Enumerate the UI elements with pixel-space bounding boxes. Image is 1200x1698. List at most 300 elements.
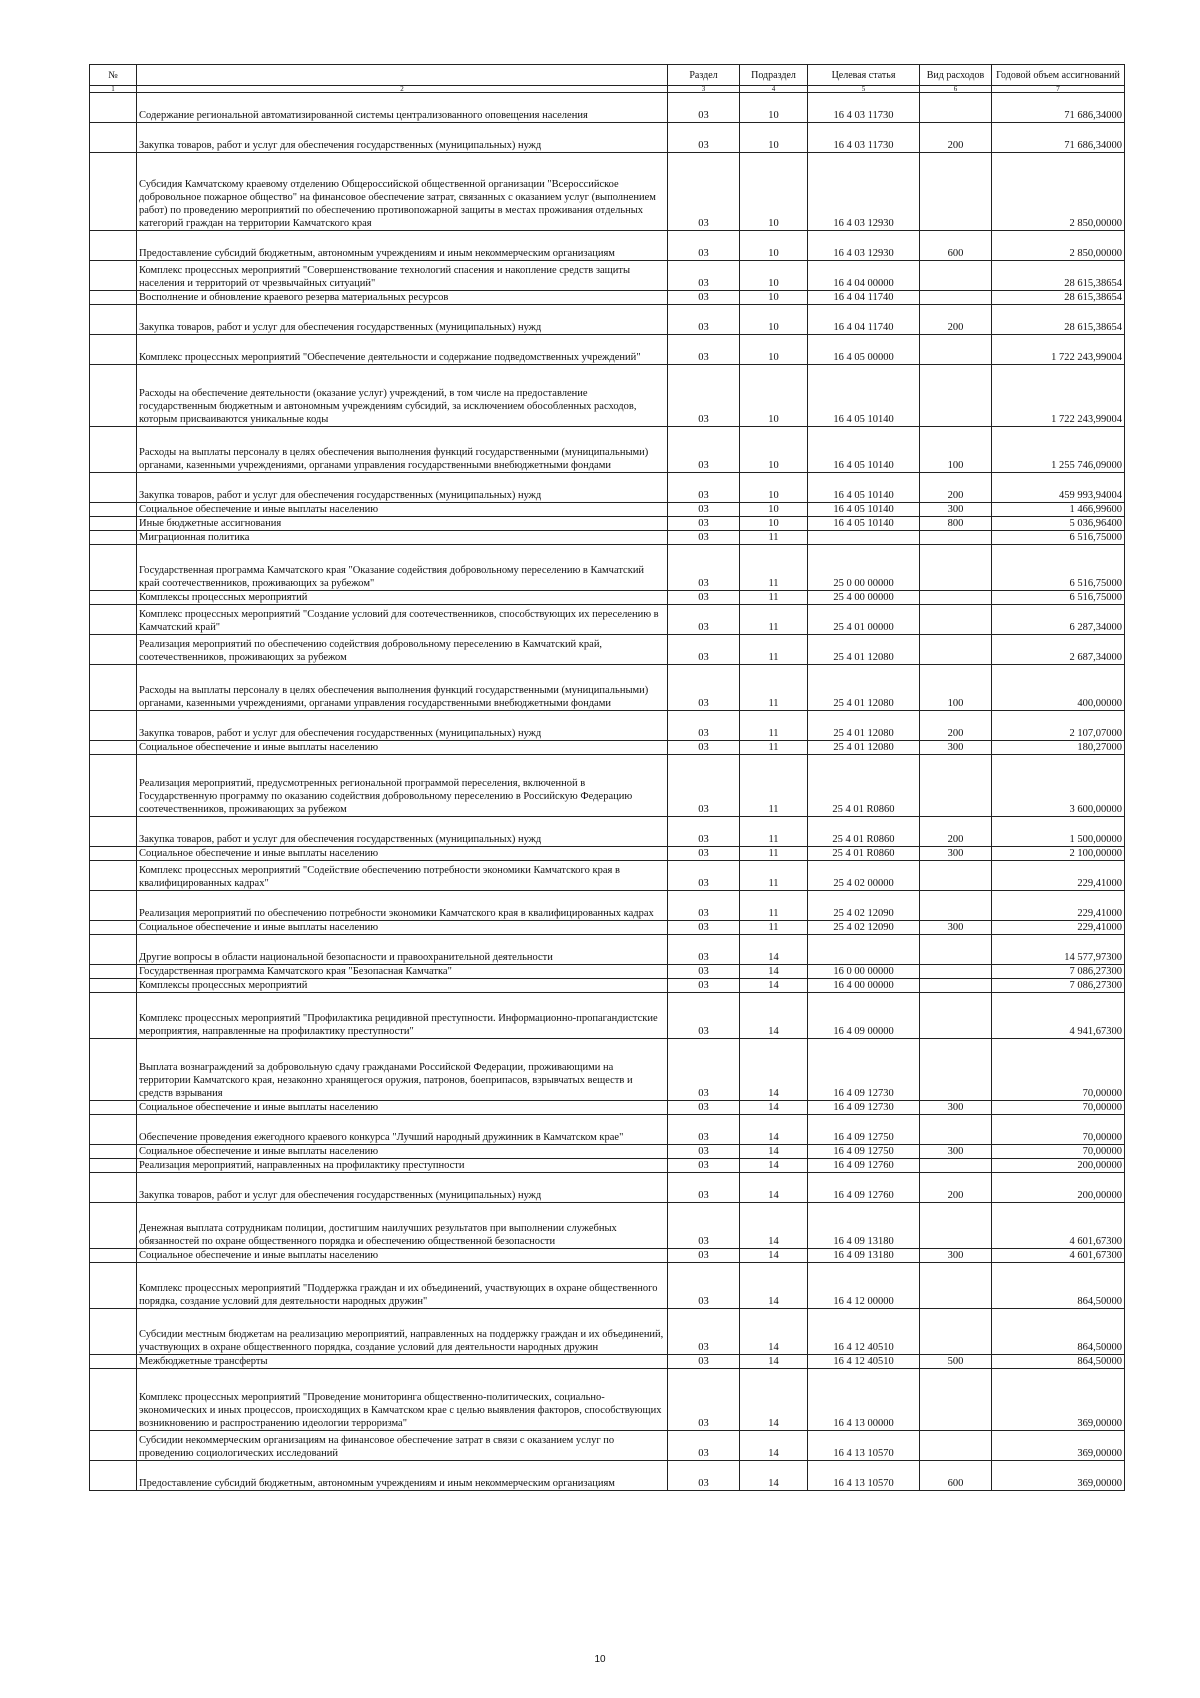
table-row xyxy=(90,665,1125,711)
row-amount-cell: 6 516,75000 xyxy=(992,591,1125,605)
table-row xyxy=(90,861,1125,891)
row-podrazdel-cell: 11 xyxy=(740,741,808,755)
row-razdel-cell: 03 xyxy=(668,305,740,335)
row-podrazdel-cell: 10 xyxy=(740,261,808,291)
row-podrazdel-cell: 14 xyxy=(740,979,808,993)
row-target-article-cell: 16 4 09 00000 xyxy=(808,993,920,1039)
table-row xyxy=(90,591,1125,605)
row-target-article-cell: 16 4 05 10140 xyxy=(808,503,920,517)
table-row xyxy=(90,123,1125,153)
table-row xyxy=(90,965,1125,979)
row-expense-type-cell xyxy=(920,1115,992,1145)
row-expense-type-cell xyxy=(920,591,992,605)
table-row xyxy=(90,305,1125,335)
row-target-article-cell: 25 4 01 R0860 xyxy=(808,817,920,847)
row-target-article-cell: 25 4 02 12090 xyxy=(808,891,920,921)
row-podrazdel-cell: 10 xyxy=(740,93,808,123)
row-amount-cell: 4 941,67300 xyxy=(992,993,1125,1039)
row-target-article-cell: 16 4 05 10140 xyxy=(808,517,920,531)
row-target-article-cell: 25 4 01 12080 xyxy=(808,665,920,711)
table-row xyxy=(90,993,1125,1039)
table-row xyxy=(90,1461,1125,1491)
table-row xyxy=(90,1355,1125,1369)
row-amount-cell: 14 577,97300 xyxy=(992,935,1125,965)
row-expense-type-cell: 600 xyxy=(920,1461,992,1491)
row-target-article-cell: 16 4 03 12930 xyxy=(808,153,920,231)
col-index-2: 2 xyxy=(137,86,668,93)
row-expense-type-cell xyxy=(920,755,992,817)
row-expense-type-cell xyxy=(920,545,992,591)
row-amount-cell: 7 086,27300 xyxy=(992,979,1125,993)
row-target-article-cell: 16 4 09 12760 xyxy=(808,1173,920,1203)
row-expense-type-cell: 500 xyxy=(920,1355,992,1369)
row-amount-cell: 369,00000 xyxy=(992,1369,1125,1431)
row-razdel-cell: 03 xyxy=(668,545,740,591)
row-number-cell xyxy=(90,517,137,531)
table-row xyxy=(90,817,1125,847)
row-name-cell: Содержание региональной автоматизированной системы централизованного оповещения населения xyxy=(137,93,668,123)
table-row xyxy=(90,1115,1125,1145)
row-expense-type-cell: 300 xyxy=(920,1145,992,1159)
row-amount-cell: 2 100,00000 xyxy=(992,847,1125,861)
table-body xyxy=(90,93,1125,1491)
row-name-cell: Комплекс процессных мероприятий "Профилактика рецидивной преступности. Информационно-пропагандистские мероприятия, направленные на профилактику преступности" xyxy=(137,993,668,1039)
row-target-article-cell: 16 4 03 11730 xyxy=(808,93,920,123)
row-expense-type-cell: 300 xyxy=(920,503,992,517)
row-razdel-cell: 03 xyxy=(668,335,740,365)
row-expense-type-cell xyxy=(920,993,992,1039)
col-index-5: 5 xyxy=(808,86,920,93)
row-amount-cell: 459 993,94004 xyxy=(992,473,1125,503)
row-podrazdel-cell: 11 xyxy=(740,711,808,741)
row-number-cell xyxy=(90,335,137,365)
row-razdel-cell: 03 xyxy=(668,473,740,503)
table-row xyxy=(90,231,1125,261)
col-index-1: 1 xyxy=(90,86,137,93)
row-amount-cell: 70,00000 xyxy=(992,1145,1125,1159)
row-number-cell xyxy=(90,1203,137,1249)
table-row xyxy=(90,1145,1125,1159)
table-row xyxy=(90,1159,1125,1173)
row-expense-type-cell xyxy=(920,635,992,665)
row-expense-type-cell xyxy=(920,335,992,365)
row-number-cell xyxy=(90,591,137,605)
row-podrazdel-cell: 14 xyxy=(740,1115,808,1145)
row-podrazdel-cell: 10 xyxy=(740,291,808,305)
row-razdel-cell: 03 xyxy=(668,531,740,545)
row-number-cell xyxy=(90,665,137,711)
row-target-article-cell: 16 4 04 11740 xyxy=(808,305,920,335)
row-podrazdel-cell: 10 xyxy=(740,503,808,517)
table-row xyxy=(90,711,1125,741)
row-amount-cell: 6 516,75000 xyxy=(992,545,1125,591)
row-name-cell: Комплекс процессных мероприятий "Проведение мониторинга общественно-политических, социально-экономических и иных процессов, происходящих в Камчатском крае с целью выявления факторов, способствующих возникновению и распространению идеологии терроризма" xyxy=(137,1369,668,1431)
row-target-article-cell: 16 4 00 00000 xyxy=(808,979,920,993)
row-amount-cell: 28 615,38654 xyxy=(992,261,1125,291)
row-podrazdel-cell: 14 xyxy=(740,1159,808,1173)
row-podrazdel-cell: 11 xyxy=(740,921,808,935)
row-number-cell xyxy=(90,93,137,123)
row-name-cell: Субсидии некоммерческим организациям на финансовое обеспечение затрат в связи с оказанием услуг по проведению социологических исследований xyxy=(137,1431,668,1461)
row-target-article-cell: 25 4 02 00000 xyxy=(808,861,920,891)
row-expense-type-cell: 300 xyxy=(920,741,992,755)
row-podrazdel-cell: 10 xyxy=(740,473,808,503)
table-row xyxy=(90,517,1125,531)
row-podrazdel-cell: 11 xyxy=(740,605,808,635)
row-podrazdel-cell: 14 xyxy=(740,1203,808,1249)
row-podrazdel-cell: 11 xyxy=(740,755,808,817)
col-expense-type-header: Вид расходов xyxy=(920,65,992,86)
row-razdel-cell: 03 xyxy=(668,591,740,605)
row-target-article-cell xyxy=(808,531,920,545)
col-podrazdel-header: Подраздел xyxy=(740,65,808,86)
budget-table-page xyxy=(89,64,1124,1491)
row-expense-type-cell xyxy=(920,1159,992,1173)
row-razdel-cell: 03 xyxy=(668,365,740,427)
row-amount-cell: 864,50000 xyxy=(992,1355,1125,1369)
row-podrazdel-cell: 11 xyxy=(740,635,808,665)
row-razdel-cell: 03 xyxy=(668,1145,740,1159)
row-razdel-cell: 03 xyxy=(668,1263,740,1309)
col-target-article-header: Целевая статья xyxy=(808,65,920,86)
row-amount-cell: 70,00000 xyxy=(992,1039,1125,1101)
table-row xyxy=(90,261,1125,291)
col-amount-header: Годовой объем ассигнований xyxy=(992,65,1125,86)
row-name-cell: Субсидия Камчатскому краевому отделению Общероссийской общественной организации "Всероссийское добровольное пожарное общество" на финансовое обеспечение затрат, связанных с оказанием услуг (выполнением работ) по проведению мероприятий по обеспечению противопожарной защиты в местах проживания отдельных категорий граждан на территории Камчатского края xyxy=(137,153,668,231)
row-podrazdel-cell: 14 xyxy=(740,1039,808,1101)
row-amount-cell: 864,50000 xyxy=(992,1263,1125,1309)
row-target-article-cell: 16 4 12 00000 xyxy=(808,1263,920,1309)
row-target-article-cell: 16 4 09 13180 xyxy=(808,1203,920,1249)
row-name-cell: Комплекс процессных мероприятий "Создание условий для соотечественников, способствующих их переселению в Камчатский край" xyxy=(137,605,668,635)
table-row xyxy=(90,473,1125,503)
row-podrazdel-cell: 14 xyxy=(740,993,808,1039)
row-razdel-cell: 03 xyxy=(668,979,740,993)
row-target-article-cell: 16 4 09 12750 xyxy=(808,1145,920,1159)
row-name-cell: Субсидии местным бюджетам на реализацию мероприятий, направленных на поддержку граждан и их объединений, участвующих в охране общественного порядка, создание условий для деятельности народных дружин xyxy=(137,1309,668,1355)
row-target-article-cell: 25 4 01 12080 xyxy=(808,711,920,741)
row-amount-cell: 3 600,00000 xyxy=(992,755,1125,817)
row-razdel-cell: 03 xyxy=(668,1369,740,1431)
row-expense-type-cell xyxy=(920,531,992,545)
row-expense-type-cell xyxy=(920,861,992,891)
table-row xyxy=(90,635,1125,665)
row-podrazdel-cell: 10 xyxy=(740,335,808,365)
row-podrazdel-cell: 11 xyxy=(740,665,808,711)
table-row xyxy=(90,1039,1125,1101)
row-expense-type-cell: 200 xyxy=(920,817,992,847)
row-name-cell: Денежная выплата сотрудникам полиции, достигшим наилучших результатов при выполнении служебных обязанностей по охране общественного порядка и обеспечению общественной безопасности xyxy=(137,1203,668,1249)
row-name-cell: Выплата вознаграждений за добровольную сдачу гражданами Российской Федерации, проживающими на территории Камчатского края, незаконно хранящегося оружия, патронов, боеприпасов, взрывчатых веществ и средств взрывания xyxy=(137,1039,668,1101)
row-expense-type-cell xyxy=(920,1039,992,1101)
row-expense-type-cell: 800 xyxy=(920,517,992,531)
row-number-cell xyxy=(90,1145,137,1159)
table-row xyxy=(90,1173,1125,1203)
row-number-cell xyxy=(90,261,137,291)
row-podrazdel-cell: 11 xyxy=(740,891,808,921)
row-amount-cell: 5 036,96400 xyxy=(992,517,1125,531)
row-amount-cell: 6 287,34000 xyxy=(992,605,1125,635)
row-name-cell: Комплексы процессных мероприятий xyxy=(137,979,668,993)
row-name-cell: Расходы на обеспечение деятельности (оказание услуг) учреждений, в том числе на предоставление государственным бюджетным и автономным учреждениям субсидий, за исключением обособленных расходов, которым присваиваются уникальные коды xyxy=(137,365,668,427)
row-razdel-cell: 03 xyxy=(668,427,740,473)
row-razdel-cell: 03 xyxy=(668,1115,740,1145)
row-target-article-cell: 25 0 00 00000 xyxy=(808,545,920,591)
row-razdel-cell: 03 xyxy=(668,605,740,635)
row-razdel-cell: 03 xyxy=(668,93,740,123)
row-amount-cell: 6 516,75000 xyxy=(992,531,1125,545)
row-number-cell xyxy=(90,365,137,427)
row-target-article-cell: 16 4 04 00000 xyxy=(808,261,920,291)
row-amount-cell: 1 466,99600 xyxy=(992,503,1125,517)
row-name-cell: Комплекс процессных мероприятий "Содействие обеспечению потребности экономики Камчатского края в квалифицированных кадрах" xyxy=(137,861,668,891)
row-expense-type-cell xyxy=(920,291,992,305)
table-row xyxy=(90,1369,1125,1431)
row-expense-type-cell xyxy=(920,1309,992,1355)
row-number-cell xyxy=(90,1101,137,1115)
table-row xyxy=(90,755,1125,817)
row-amount-cell: 200,00000 xyxy=(992,1159,1125,1173)
row-name-cell: Комплекс процессных мероприятий "Поддержка граждан и их объединений, участвующих в охране общественного порядка, создание условий для деятельности народных дружин" xyxy=(137,1263,668,1309)
row-name-cell: Социальное обеспечение и иные выплаты населению xyxy=(137,1101,668,1115)
row-name-cell: Закупка товаров, работ и услуг для обеспечения государственных (муниципальных) нужд xyxy=(137,1173,668,1203)
table-row xyxy=(90,291,1125,305)
row-razdel-cell: 03 xyxy=(668,1309,740,1355)
row-razdel-cell: 03 xyxy=(668,503,740,517)
row-target-article-cell: 25 4 01 00000 xyxy=(808,605,920,635)
row-name-cell: Миграционная политика xyxy=(137,531,668,545)
row-target-article-cell: 16 4 03 12930 xyxy=(808,231,920,261)
row-podrazdel-cell: 10 xyxy=(740,153,808,231)
row-expense-type-cell xyxy=(920,1203,992,1249)
row-number-cell xyxy=(90,891,137,921)
row-target-article-cell: 16 4 05 10140 xyxy=(808,473,920,503)
row-expense-type-cell xyxy=(920,261,992,291)
row-podrazdel-cell: 11 xyxy=(740,531,808,545)
row-podrazdel-cell: 11 xyxy=(740,817,808,847)
row-razdel-cell: 03 xyxy=(668,261,740,291)
row-razdel-cell: 03 xyxy=(668,741,740,755)
row-amount-cell: 70,00000 xyxy=(992,1101,1125,1115)
row-amount-cell: 1 722 243,99004 xyxy=(992,365,1125,427)
row-podrazdel-cell: 10 xyxy=(740,427,808,473)
row-expense-type-cell xyxy=(920,935,992,965)
row-number-cell xyxy=(90,993,137,1039)
row-number-cell xyxy=(90,847,137,861)
row-razdel-cell: 03 xyxy=(668,1039,740,1101)
row-number-cell xyxy=(90,965,137,979)
row-name-cell: Предоставление субсидий бюджетным, автономным учреждениям и иным некоммерческим организациям xyxy=(137,231,668,261)
row-razdel-cell: 03 xyxy=(668,921,740,935)
row-target-article-cell: 16 4 13 10570 xyxy=(808,1431,920,1461)
table-row xyxy=(90,605,1125,635)
row-number-cell xyxy=(90,1355,137,1369)
table-row xyxy=(90,503,1125,517)
row-name-cell: Закупка товаров, работ и услуг для обеспечения государственных (муниципальных) нужд xyxy=(137,711,668,741)
row-amount-cell: 2 850,00000 xyxy=(992,231,1125,261)
table-row xyxy=(90,365,1125,427)
row-name-cell: Социальное обеспечение и иные выплаты населению xyxy=(137,1249,668,1263)
row-number-cell xyxy=(90,1173,137,1203)
table-row xyxy=(90,1263,1125,1309)
row-amount-cell: 369,00000 xyxy=(992,1461,1125,1491)
row-razdel-cell: 03 xyxy=(668,1461,740,1491)
row-amount-cell: 400,00000 xyxy=(992,665,1125,711)
row-target-article-cell: 25 4 01 R0860 xyxy=(808,847,920,861)
row-target-article-cell: 25 4 01 R0860 xyxy=(808,755,920,817)
row-expense-type-cell xyxy=(920,1369,992,1431)
row-name-cell: Обеспечение проведения ежегодного краевого конкурса "Лучший народный дружинник в Камчатском крае" xyxy=(137,1115,668,1145)
row-target-article-cell: 16 4 13 00000 xyxy=(808,1369,920,1431)
row-razdel-cell: 03 xyxy=(668,861,740,891)
row-razdel-cell: 03 xyxy=(668,993,740,1039)
row-razdel-cell: 03 xyxy=(668,847,740,861)
table-row xyxy=(90,847,1125,861)
row-amount-cell: 70,00000 xyxy=(992,1115,1125,1145)
table-row xyxy=(90,153,1125,231)
row-amount-cell: 229,41000 xyxy=(992,861,1125,891)
row-target-article-cell: 16 4 12 40510 xyxy=(808,1355,920,1369)
table-row xyxy=(90,1431,1125,1461)
row-expense-type-cell: 300 xyxy=(920,847,992,861)
row-target-article-cell: 25 4 02 12090 xyxy=(808,921,920,935)
row-target-article-cell: 16 4 09 12730 xyxy=(808,1039,920,1101)
row-name-cell: Социальное обеспечение и иные выплаты населению xyxy=(137,741,668,755)
row-podrazdel-cell: 10 xyxy=(740,305,808,335)
col-razdel-header: Раздел xyxy=(668,65,740,86)
row-target-article-cell: 16 4 12 40510 xyxy=(808,1309,920,1355)
row-razdel-cell: 03 xyxy=(668,817,740,847)
row-number-cell xyxy=(90,935,137,965)
table-header xyxy=(90,65,1125,93)
row-expense-type-cell: 300 xyxy=(920,1101,992,1115)
row-amount-cell: 28 615,38654 xyxy=(992,291,1125,305)
table-row xyxy=(90,1249,1125,1263)
table-row xyxy=(90,531,1125,545)
row-razdel-cell: 03 xyxy=(668,1249,740,1263)
row-amount-cell: 229,41000 xyxy=(992,921,1125,935)
row-expense-type-cell xyxy=(920,1263,992,1309)
row-number-cell xyxy=(90,231,137,261)
row-razdel-cell: 03 xyxy=(668,891,740,921)
row-number-cell xyxy=(90,741,137,755)
row-expense-type-cell: 200 xyxy=(920,123,992,153)
row-number-cell xyxy=(90,291,137,305)
row-podrazdel-cell: 14 xyxy=(740,1101,808,1115)
row-amount-cell: 4 601,67300 xyxy=(992,1203,1125,1249)
row-amount-cell: 71 686,34000 xyxy=(992,123,1125,153)
table-row xyxy=(90,979,1125,993)
row-podrazdel-cell: 14 xyxy=(740,1355,808,1369)
row-razdel-cell: 03 xyxy=(668,665,740,711)
row-name-cell: Закупка товаров, работ и услуг для обеспечения государственных (муниципальных) нужд xyxy=(137,473,668,503)
row-target-article-cell: 16 4 09 13180 xyxy=(808,1249,920,1263)
row-podrazdel-cell: 11 xyxy=(740,545,808,591)
page-number: 10 xyxy=(594,1654,606,1665)
row-expense-type-cell xyxy=(920,965,992,979)
row-expense-type-cell xyxy=(920,979,992,993)
row-number-cell xyxy=(90,1309,137,1355)
row-podrazdel-cell: 11 xyxy=(740,847,808,861)
row-number-cell xyxy=(90,605,137,635)
row-podrazdel-cell: 14 xyxy=(740,1173,808,1203)
row-number-cell xyxy=(90,123,137,153)
row-target-article-cell: 16 4 05 00000 xyxy=(808,335,920,365)
row-number-cell xyxy=(90,1431,137,1461)
row-podrazdel-cell: 14 xyxy=(740,1309,808,1355)
row-podrazdel-cell: 11 xyxy=(740,591,808,605)
row-podrazdel-cell: 14 xyxy=(740,1461,808,1491)
row-razdel-cell: 03 xyxy=(668,711,740,741)
row-number-cell xyxy=(90,1115,137,1145)
row-podrazdel-cell: 14 xyxy=(740,1369,808,1431)
row-razdel-cell: 03 xyxy=(668,291,740,305)
row-name-cell: Государственная программа Камчатского края "Оказание содействия добровольному переселению в Камчатский край соотечественников, проживающих за рубежом" xyxy=(137,545,668,591)
row-target-article-cell: 25 4 01 12080 xyxy=(808,741,920,755)
row-amount-cell: 180,27000 xyxy=(992,741,1125,755)
row-name-cell: Закупка товаров, работ и услуг для обеспечения государственных (муниципальных) нужд xyxy=(137,305,668,335)
row-podrazdel-cell: 14 xyxy=(740,1431,808,1461)
row-name-cell: Социальное обеспечение и иные выплаты населению xyxy=(137,921,668,935)
row-expense-type-cell: 200 xyxy=(920,473,992,503)
row-number-cell xyxy=(90,473,137,503)
row-podrazdel-cell: 10 xyxy=(740,231,808,261)
row-expense-type-cell: 200 xyxy=(920,1173,992,1203)
row-razdel-cell: 03 xyxy=(668,1159,740,1173)
row-target-article-cell: 16 4 09 12750 xyxy=(808,1115,920,1145)
row-razdel-cell: 03 xyxy=(668,1173,740,1203)
row-podrazdel-cell: 11 xyxy=(740,861,808,891)
row-name-cell: Комплексы процессных мероприятий xyxy=(137,591,668,605)
row-amount-cell: 4 601,67300 xyxy=(992,1249,1125,1263)
row-name-cell: Расходы на выплаты персоналу в целях обеспечения выполнения функций государственными (муниципальными) органами, казенными учреждениями, органами управления государственными внебюджетными фондами xyxy=(137,665,668,711)
row-target-article-cell: 16 4 04 11740 xyxy=(808,291,920,305)
row-amount-cell: 200,00000 xyxy=(992,1173,1125,1203)
col-index-4: 4 xyxy=(740,86,808,93)
row-target-article-cell: 16 4 09 12730 xyxy=(808,1101,920,1115)
row-number-cell xyxy=(90,921,137,935)
row-expense-type-cell xyxy=(920,153,992,231)
row-name-cell: Государственная программа Камчатского края "Безопасная Камчатка" xyxy=(137,965,668,979)
row-expense-type-cell xyxy=(920,93,992,123)
col-index-6: 6 xyxy=(920,86,992,93)
row-razdel-cell: 03 xyxy=(668,1431,740,1461)
row-razdel-cell: 03 xyxy=(668,635,740,665)
row-number-cell xyxy=(90,1461,137,1491)
col-number-header: № xyxy=(90,65,137,86)
table-row xyxy=(90,741,1125,755)
row-name-cell: Комплекс процессных мероприятий "Обеспечение деятельности и содержание подведомственных учреждений" xyxy=(137,335,668,365)
row-name-cell: Социальное обеспечение и иные выплаты населению xyxy=(137,847,668,861)
col-index-3: 3 xyxy=(668,86,740,93)
row-amount-cell: 2 687,34000 xyxy=(992,635,1125,665)
row-expense-type-cell: 300 xyxy=(920,921,992,935)
row-amount-cell: 1 722 243,99004 xyxy=(992,335,1125,365)
table-row xyxy=(90,921,1125,935)
row-number-cell xyxy=(90,153,137,231)
row-amount-cell: 2 107,07000 xyxy=(992,711,1125,741)
row-amount-cell: 369,00000 xyxy=(992,1431,1125,1461)
row-razdel-cell: 03 xyxy=(668,935,740,965)
row-razdel-cell: 03 xyxy=(668,755,740,817)
row-expense-type-cell: 100 xyxy=(920,665,992,711)
row-razdel-cell: 03 xyxy=(668,1203,740,1249)
row-podrazdel-cell: 14 xyxy=(740,965,808,979)
row-target-article-cell: 16 0 00 00000 xyxy=(808,965,920,979)
col-name-header xyxy=(137,65,668,86)
row-number-cell xyxy=(90,861,137,891)
row-amount-cell: 229,41000 xyxy=(992,891,1125,921)
